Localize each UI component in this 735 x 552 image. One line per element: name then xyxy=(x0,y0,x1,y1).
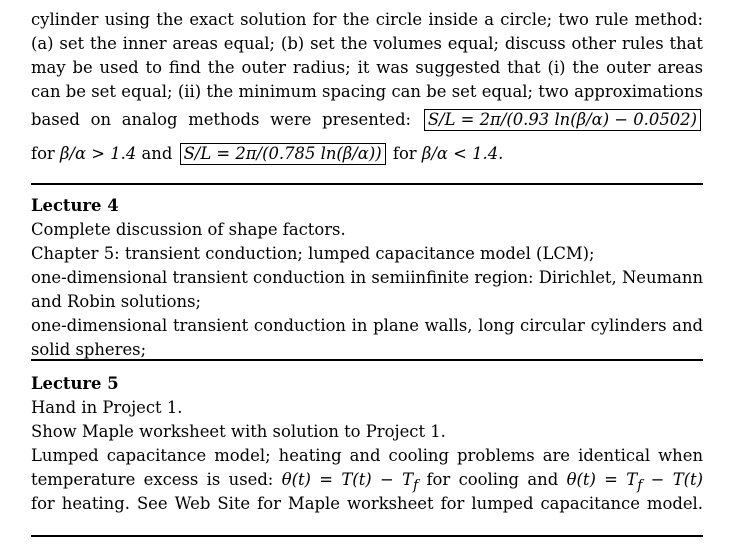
math-expression xyxy=(281,470,419,494)
text-fragment: and xyxy=(141,144,173,163)
boxed-formula-1: S/L = 2π/(0.93 ln(β/α) − 0.0502) xyxy=(424,109,701,131)
text-line: cylinder using the exact solution for the circle inside a circle; two rule method: xyxy=(31,10,703,29)
text-line: Lumped capacitance model; heating and cooling problems are identical when xyxy=(31,446,703,465)
math-part: θ(t) = T xyxy=(566,470,638,489)
section-divider xyxy=(31,359,703,361)
text-fragment: based on analog methods were presented: xyxy=(31,110,412,129)
text-line: Chapter 5: transient conduction; lumped capacitance model (LCM); xyxy=(31,244,595,263)
lecture-4-heading: Lecture 4 xyxy=(31,196,119,215)
text-line-with-formula xyxy=(31,108,703,132)
lecture-5-heading: Lecture 5 xyxy=(31,374,119,393)
text-fragment: temperature excess is used: xyxy=(31,470,274,489)
text-line: may be used to find the outer radius; it was suggested that (i) the outer areas xyxy=(31,58,703,77)
math-subscript: f xyxy=(413,477,419,494)
math-condition: β/α > 1.4 xyxy=(60,144,137,163)
math-expression xyxy=(566,470,704,494)
text-fragment: for xyxy=(31,144,55,163)
text-line: for heating. See Web Site for Maple worksheet for lumped capacitance model. xyxy=(31,494,703,513)
text-line: one-dimensional transient conduction in plane walls, long circular cylinders and xyxy=(31,316,703,335)
math-part: θ(t) = T(t) − T xyxy=(281,470,414,489)
math-part: − T(t) xyxy=(642,470,704,489)
text-line: Show Maple worksheet with solution to Project 1. xyxy=(31,422,446,441)
text-line: Complete discussion of shape factors. xyxy=(31,220,346,239)
text-fragment: for cooling and xyxy=(426,470,559,489)
text-line: can be set equal; (ii) the minimum spacing can be set equal; two approximations xyxy=(31,82,703,101)
text-line: solid spheres; xyxy=(31,340,147,359)
math-subscript: f xyxy=(637,477,643,494)
text-fragment: for xyxy=(392,144,417,163)
boxed-formula-2: S/L = 2π/(0.785 ln(β/α)) xyxy=(180,143,386,165)
text-line-with-formula xyxy=(31,142,503,166)
text-line: (a) set the inner areas equal; (b) set the volumes equal; discuss other rules that xyxy=(31,34,703,53)
text-line-with-formula xyxy=(31,468,703,492)
section-divider xyxy=(31,535,703,537)
text-line: and Robin solutions; xyxy=(31,292,202,311)
math-condition: β/α < 1.4. xyxy=(421,144,504,163)
section-divider xyxy=(31,183,703,185)
text-line: one-dimensional transient conduction in semiinfinite region: Dirichlet, Neumann xyxy=(31,268,703,287)
text-line: Hand in Project 1. xyxy=(31,398,183,417)
